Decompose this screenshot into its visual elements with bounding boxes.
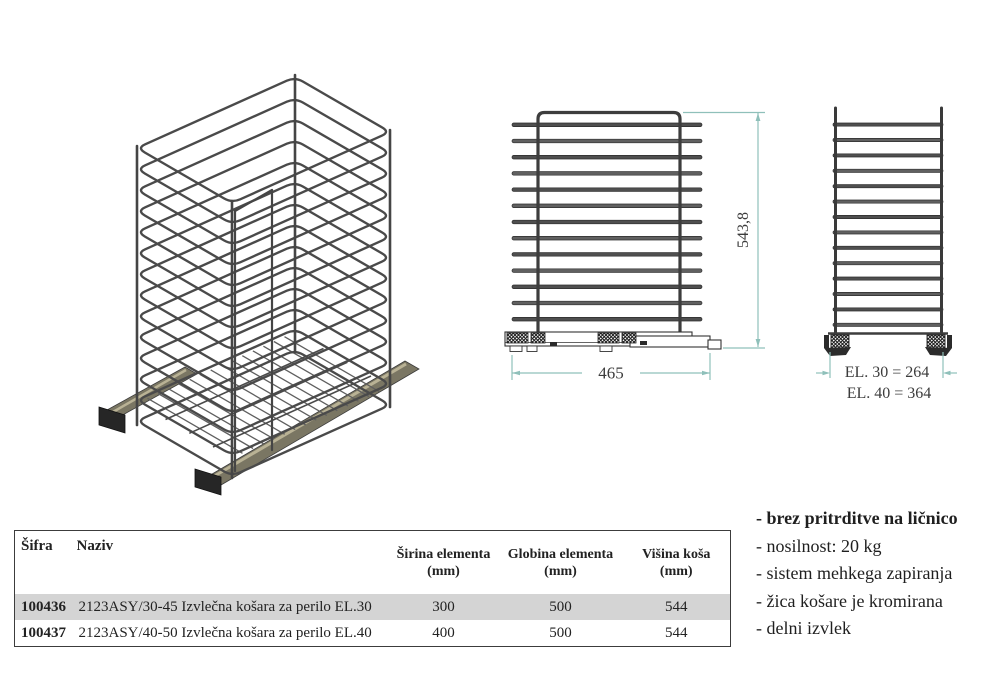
wire-bar <box>512 139 702 143</box>
wire-bar <box>512 172 702 176</box>
basket-wire-loop <box>141 205 386 327</box>
spec-table-header-row <box>15 531 731 595</box>
wire-bar <box>512 220 702 224</box>
wire-bar <box>512 155 702 159</box>
wire-rung <box>833 123 943 126</box>
column-header-width-unit: (mm) <box>427 563 460 579</box>
product-spec-table <box>14 530 731 647</box>
note-load-capacity: - nosilnost: 20 kg <box>756 535 882 556</box>
wire-rung <box>833 246 943 249</box>
wire-rung <box>833 200 943 203</box>
wire-bar <box>512 317 702 321</box>
wire-rung <box>833 215 943 218</box>
wire-rung <box>833 154 943 157</box>
basket-wire-loop <box>141 184 386 306</box>
wire-rung <box>833 323 943 326</box>
basket-wire-loop <box>141 331 386 453</box>
product-code: 100436 <box>15 594 77 620</box>
product-depth: 500 <box>549 624 572 641</box>
product-notes-list <box>756 505 996 643</box>
basket-wire-loop <box>141 247 386 369</box>
front-width-dim-label: 465 <box>598 363 624 383</box>
basket-wire-loop <box>141 226 386 348</box>
basket-wire-loop <box>141 289 386 411</box>
table-row-100437 <box>15 620 731 647</box>
product-width: 400 <box>432 624 455 641</box>
column-header-depth <box>499 531 623 595</box>
column-header-width <box>389 531 499 595</box>
front-base-rail <box>505 332 721 352</box>
column-header-height-label: Višina koša <box>642 546 711 562</box>
column-header-code: Šifra <box>21 538 53 554</box>
wire-bar <box>512 253 702 257</box>
wire-rung <box>833 169 943 172</box>
basket-wire-loop <box>141 121 386 243</box>
note-chrome-wire: - žica košare je kromirana <box>756 590 943 611</box>
wire-rung <box>833 185 943 188</box>
wire-rung <box>833 231 943 234</box>
front-view-drawing <box>480 90 780 400</box>
basket-floor-mesh <box>148 337 380 454</box>
product-basket-height: 544 <box>665 624 688 641</box>
basket-wire-loop <box>141 163 386 285</box>
basket-wire-loop <box>141 79 386 201</box>
column-header-width-label: Širina elementa <box>396 546 491 562</box>
wire-rung <box>833 138 943 141</box>
wire-rung <box>833 292 943 295</box>
product-code: 100437 <box>21 624 66 641</box>
isometric-view-drawing <box>85 25 475 505</box>
wire-bar <box>512 301 702 305</box>
note-partial-pullout: - delni izvlek <box>756 618 851 638</box>
wire-rung <box>833 262 943 265</box>
wire-bar <box>512 236 702 240</box>
basket-wire-loop <box>141 142 386 264</box>
note-no-front-fixing: - brez pritrditve na ličnico <box>756 508 958 528</box>
side-feet <box>824 335 952 356</box>
product-width: 300 <box>389 594 499 620</box>
wire-bar <box>512 204 702 208</box>
product-name: 2123ASY/40-50 Izvlečna košara za perilo EL.40 <box>78 624 372 641</box>
side-depth-dim-el40: EL. 40 = 364 <box>846 385 932 402</box>
note-soft-close: - sistem mehkega zapiranja <box>756 563 953 583</box>
product-basket-height: 544 <box>623 594 731 620</box>
wire-bar <box>512 123 702 127</box>
wire-bar <box>512 285 702 289</box>
wire-rung <box>833 308 943 311</box>
column-header-name: Naziv <box>76 538 114 554</box>
table-row-100436 <box>15 594 731 620</box>
side-view-drawing <box>790 85 1000 405</box>
column-header-height <box>623 531 731 595</box>
wire-bar <box>512 188 702 192</box>
column-header-depth-unit: (mm) <box>544 563 577 579</box>
side-wire-rungs <box>833 123 943 326</box>
wire-rung <box>833 277 943 280</box>
side-depth-dim-el30: EL. 30 = 264 <box>844 364 930 381</box>
basket-corner-posts <box>137 75 390 478</box>
front-height-dim-label: 543,8 <box>735 212 752 248</box>
front-wire-bars <box>512 123 702 321</box>
product-name: 2123ASY/30-45 Izvlečna košara za perilo EL.30 <box>77 594 389 620</box>
column-header-depth-label: Globina elementa <box>507 546 614 562</box>
basket-wire-loop <box>141 100 386 222</box>
product-depth: 500 <box>499 594 623 620</box>
column-header-height-unit: (mm) <box>659 563 693 579</box>
wire-bar <box>512 269 702 273</box>
